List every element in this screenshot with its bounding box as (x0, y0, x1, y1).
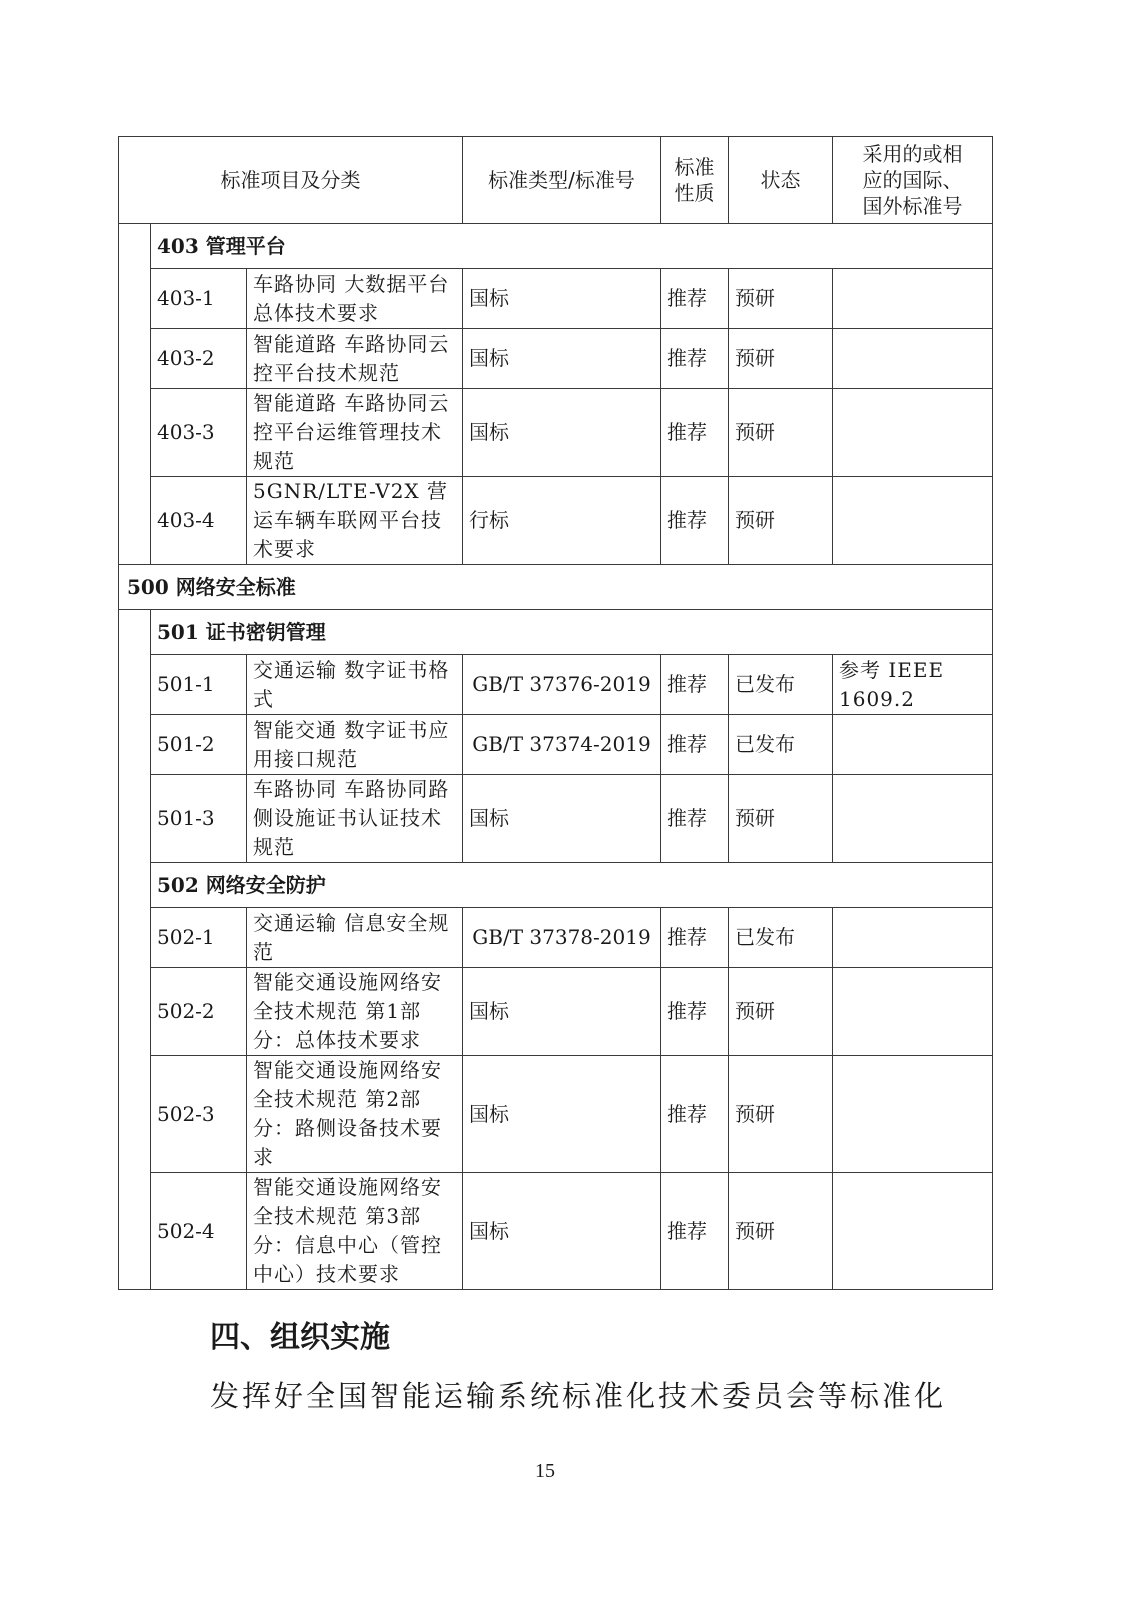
row-adopted (833, 1056, 993, 1173)
table-row (119, 968, 993, 1056)
table-row (119, 655, 993, 715)
row-name: 智能交通 数字证书应用接口规范 (247, 715, 463, 775)
table-row (119, 477, 993, 565)
row-nature: 推荐 (661, 968, 729, 1056)
body-paragraph: 发挥好全国智能运输系统标准化技术委员会等标准化 (210, 1379, 947, 1413)
header-adopted: 采用的或相 应的国际、 国外标准号 (833, 137, 993, 224)
row-code: 403-1 (151, 269, 247, 329)
table-row (119, 269, 993, 329)
row-name: 交通运输 数字证书格式 (247, 655, 463, 715)
row-type: 国标 (463, 1173, 661, 1290)
row-nature: 推荐 (661, 655, 729, 715)
row-status: 预研 (729, 775, 833, 863)
group-row-502 (119, 863, 993, 908)
group-label-502: 502 网络安全防护 (151, 863, 993, 908)
row-adopted (833, 269, 993, 329)
row-adopted (833, 329, 993, 389)
row-type: 国标 (463, 329, 661, 389)
table-row (119, 1173, 993, 1290)
row-type: GB/T 37374-2019 (463, 715, 661, 775)
row-code: 403-3 (151, 389, 247, 477)
row-adopted (833, 908, 993, 968)
row-status: 已发布 (729, 655, 833, 715)
row-name: 智能交通设施网络安全技术规范 第3部分：信息中心（管控中心）技术要求 (247, 1173, 463, 1290)
row-type: 国标 (463, 775, 661, 863)
row-type: 国标 (463, 389, 661, 477)
row-nature: 推荐 (661, 775, 729, 863)
row-type: 国标 (463, 1056, 661, 1173)
row-nature: 推荐 (661, 329, 729, 389)
group-label-500: 500 网络安全标准 (119, 565, 993, 610)
row-status: 预研 (729, 1173, 833, 1290)
row-code: 501-1 (151, 655, 247, 715)
standards-table (118, 136, 993, 1290)
header-item: 标准项目及分类 (119, 137, 463, 224)
section-heading: 四、组织实施 (210, 1320, 390, 1355)
row-status: 预研 (729, 477, 833, 565)
table-row (119, 775, 993, 863)
table-row (119, 389, 993, 477)
row-status: 已发布 (729, 908, 833, 968)
row-name: 智能道路 车路协同云控平台技术规范 (247, 329, 463, 389)
row-nature: 推荐 (661, 269, 729, 329)
row-type: 行标 (463, 477, 661, 565)
table-header-row (119, 137, 993, 224)
group-label-501: 501 证书密钥管理 (151, 610, 993, 655)
row-adopted (833, 715, 993, 775)
row-adopted (833, 1173, 993, 1290)
group-row-403 (119, 224, 993, 269)
row-code: 502-3 (151, 1056, 247, 1173)
row-type: GB/T 37378-2019 (463, 908, 661, 968)
row-nature: 推荐 (661, 1173, 729, 1290)
header-type: 标准类型/标准号 (463, 137, 661, 224)
row-nature: 推荐 (661, 908, 729, 968)
header-nature: 标准 性质 (661, 137, 729, 224)
table-row (119, 908, 993, 968)
row-code: 502-2 (151, 968, 247, 1056)
row-adopted (833, 477, 993, 565)
row-name: 智能交通设施网络安全技术规范 第2部分：路侧设备技术要求 (247, 1056, 463, 1173)
table-row (119, 715, 993, 775)
table-row (119, 1056, 993, 1173)
row-name: 交通运输 信息安全规范 (247, 908, 463, 968)
group-row-500 (119, 565, 993, 610)
row-status: 已发布 (729, 715, 833, 775)
group-row-501 (119, 610, 993, 655)
row-name: 车路协同 车路协同路侧设施证书认证技术规范 (247, 775, 463, 863)
row-code: 501-2 (151, 715, 247, 775)
row-status: 预研 (729, 1056, 833, 1173)
row-code: 403-4 (151, 477, 247, 565)
header-status: 状态 (729, 137, 833, 224)
row-code: 403-2 (151, 329, 247, 389)
row-status: 预研 (729, 968, 833, 1056)
row-type: 国标 (463, 968, 661, 1056)
row-code: 501-3 (151, 775, 247, 863)
row-name: 车路协同 大数据平台总体技术要求 (247, 269, 463, 329)
row-nature: 推荐 (661, 389, 729, 477)
row-status: 预研 (729, 269, 833, 329)
row-nature: 推荐 (661, 477, 729, 565)
row-nature: 推荐 (661, 1056, 729, 1173)
row-adopted: 参考 IEEE 1609.2 (833, 655, 993, 715)
row-code: 502-1 (151, 908, 247, 968)
row-adopted (833, 775, 993, 863)
group-label-403: 403 管理平台 (151, 224, 993, 269)
row-adopted (833, 968, 993, 1056)
page-number: 15 (535, 1460, 555, 1482)
row-name: 智能交通设施网络安全技术规范 第1部分：总体技术要求 (247, 968, 463, 1056)
row-code: 502-4 (151, 1173, 247, 1290)
row-type: 国标 (463, 269, 661, 329)
row-adopted (833, 389, 993, 477)
row-name: 智能道路 车路协同云控平台运维管理技术规范 (247, 389, 463, 477)
row-name: 5GNR/LTE-V2X 营运车辆车联网平台技术要求 (247, 477, 463, 565)
row-status: 预研 (729, 389, 833, 477)
table-row (119, 329, 993, 389)
row-status: 预研 (729, 329, 833, 389)
row-type: GB/T 37376-2019 (463, 655, 661, 715)
row-nature: 推荐 (661, 715, 729, 775)
